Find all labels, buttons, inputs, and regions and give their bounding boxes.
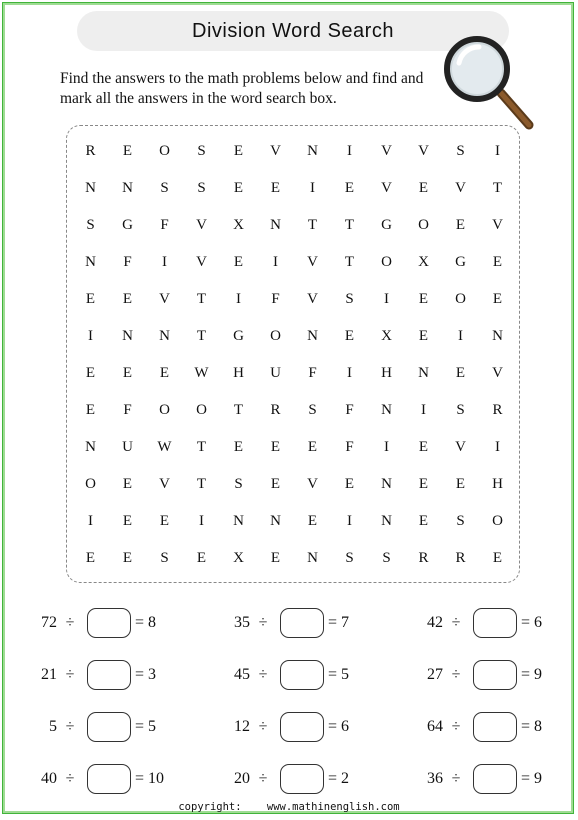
quotient: 9 bbox=[534, 770, 543, 787]
grid-letter[interactable]: R bbox=[455, 550, 466, 566]
quotient: 8 bbox=[148, 614, 157, 631]
grid-letter[interactable]: H bbox=[381, 365, 392, 381]
grid-letter[interactable]: E bbox=[307, 513, 318, 529]
grid-letter[interactable]: E bbox=[418, 513, 429, 529]
grid-letter[interactable]: G bbox=[233, 328, 244, 344]
grid-letter[interactable]: O bbox=[196, 402, 207, 418]
grid-letter[interactable]: E bbox=[418, 328, 429, 344]
grid-letter[interactable]: T bbox=[344, 254, 355, 270]
grid-letter[interactable]: E bbox=[122, 365, 133, 381]
division-problem bbox=[401, 606, 542, 640]
grid-letter[interactable]: F bbox=[160, 217, 169, 233]
answer-box[interactable] bbox=[473, 608, 517, 638]
grid-letter[interactable]: S bbox=[456, 513, 465, 529]
grid-letter[interactable]: E bbox=[122, 476, 133, 492]
grid-letter[interactable]: G bbox=[455, 254, 466, 270]
quotient: 6 bbox=[341, 718, 350, 735]
divide-sign: ÷ bbox=[258, 614, 268, 631]
grid-letter[interactable]: N bbox=[381, 476, 392, 492]
grid-letter[interactable]: S bbox=[197, 143, 206, 159]
grid-letter[interactable]: R bbox=[492, 402, 503, 418]
grid-letter[interactable]: X bbox=[233, 550, 244, 566]
grid-letter[interactable]: O bbox=[85, 476, 96, 492]
grid-letter[interactable]: I bbox=[199, 513, 204, 529]
equals-sign: = bbox=[328, 614, 338, 631]
grid-letter[interactable]: V bbox=[381, 180, 392, 196]
equals-sign: = bbox=[328, 770, 338, 787]
grid-letter[interactable]: T bbox=[307, 217, 318, 233]
grid-letter[interactable]: X bbox=[233, 217, 244, 233]
quotient: 3 bbox=[148, 666, 157, 683]
grid-letter[interactable]: I bbox=[347, 365, 352, 381]
dividend: 20 bbox=[234, 770, 250, 787]
grid-letter[interactable]: O bbox=[270, 328, 281, 344]
grid-letter[interactable]: V bbox=[455, 439, 466, 455]
grid-letter[interactable]: T bbox=[196, 291, 207, 307]
grid-letter[interactable]: S bbox=[160, 180, 169, 196]
grid-letter[interactable]: E bbox=[270, 476, 281, 492]
grid-letter[interactable]: I bbox=[347, 513, 352, 529]
divide-sign: ÷ bbox=[451, 718, 461, 735]
grid-letter[interactable]: X bbox=[418, 254, 429, 270]
grid-letter[interactable]: T bbox=[233, 402, 244, 418]
grid-letter[interactable]: O bbox=[381, 254, 392, 270]
grid-letter[interactable]: V bbox=[307, 254, 318, 270]
divide-sign: ÷ bbox=[258, 718, 268, 735]
grid-letter[interactable]: N bbox=[307, 328, 318, 344]
answer-box[interactable] bbox=[87, 764, 131, 794]
grid-letter[interactable]: T bbox=[196, 328, 207, 344]
grid-letter[interactable]: F bbox=[345, 439, 354, 455]
grid-letter[interactable]: I bbox=[495, 439, 500, 455]
grid-letter[interactable]: V bbox=[159, 291, 170, 307]
grid-letter[interactable]: N bbox=[418, 365, 429, 381]
grid-letter[interactable]: F bbox=[271, 291, 280, 307]
division-problem bbox=[15, 710, 156, 744]
page-title: Division Word Search bbox=[77, 11, 509, 51]
grid-letter[interactable]: E bbox=[492, 254, 503, 270]
grid-letter[interactable]: T bbox=[344, 217, 355, 233]
quotient: 7 bbox=[341, 614, 350, 631]
dividend: 12 bbox=[234, 718, 250, 735]
grid-letter[interactable]: S bbox=[308, 402, 317, 418]
equals-sign: = bbox=[328, 666, 338, 683]
grid-letter[interactable]: V bbox=[492, 217, 503, 233]
division-problem bbox=[15, 762, 164, 796]
dividend: 45 bbox=[234, 666, 250, 683]
grid-letter[interactable]: O bbox=[492, 513, 503, 529]
grid-letter[interactable]: V bbox=[270, 143, 281, 159]
grid-letter[interactable]: E bbox=[233, 254, 244, 270]
grid-letter[interactable]: N bbox=[122, 328, 133, 344]
grid-letter[interactable]: N bbox=[85, 254, 96, 270]
grid-letter[interactable]: E bbox=[159, 365, 170, 381]
grid-letter[interactable]: V bbox=[418, 143, 429, 159]
quotient: 10 bbox=[148, 770, 165, 787]
answer-box[interactable] bbox=[473, 712, 517, 742]
magnifying-glass-icon bbox=[443, 33, 535, 133]
answer-box[interactable] bbox=[280, 712, 324, 742]
grid-letter[interactable]: E bbox=[122, 291, 133, 307]
grid-letter[interactable]: T bbox=[196, 476, 207, 492]
grid-letter[interactable]: N bbox=[270, 513, 281, 529]
grid-letter[interactable]: N bbox=[270, 217, 281, 233]
equals-sign: = bbox=[521, 718, 531, 735]
dividend: 35 bbox=[234, 614, 250, 631]
grid-letter[interactable]: E bbox=[122, 513, 133, 529]
grid-letter[interactable]: E bbox=[85, 365, 96, 381]
grid-letter[interactable]: I bbox=[162, 254, 167, 270]
grid-letter[interactable]: E bbox=[492, 291, 503, 307]
grid-letter[interactable]: I bbox=[495, 143, 500, 159]
answer-box[interactable] bbox=[87, 660, 131, 690]
answer-box[interactable] bbox=[473, 660, 517, 690]
grid-letter[interactable]: U bbox=[122, 439, 133, 455]
grid-letter[interactable]: E bbox=[344, 476, 355, 492]
quotient: 5 bbox=[148, 718, 157, 735]
grid-letter[interactable]: I bbox=[384, 291, 389, 307]
division-problem bbox=[15, 606, 156, 640]
division-problem bbox=[401, 658, 542, 692]
dividend: 64 bbox=[427, 718, 443, 735]
grid-letter[interactable]: S bbox=[382, 550, 391, 566]
answer-box[interactable] bbox=[87, 608, 131, 638]
grid-letter[interactable]: V bbox=[492, 365, 503, 381]
grid-letter[interactable]: R bbox=[270, 402, 281, 418]
grid-letter[interactable]: G bbox=[122, 217, 133, 233]
grid-letter[interactable]: E bbox=[455, 476, 466, 492]
grid-letter[interactable]: E bbox=[233, 143, 244, 159]
copyright-footer bbox=[3, 801, 575, 813]
grid-letter[interactable]: V bbox=[196, 217, 207, 233]
grid-letter[interactable]: N bbox=[381, 402, 392, 418]
divide-sign: ÷ bbox=[451, 770, 461, 787]
equals-sign: = bbox=[135, 614, 145, 631]
grid-letter[interactable]: O bbox=[159, 143, 170, 159]
answer-box[interactable] bbox=[280, 660, 324, 690]
equals-sign: = bbox=[135, 718, 145, 735]
answer-box[interactable] bbox=[280, 608, 324, 638]
grid-letter[interactable]: N bbox=[233, 513, 244, 529]
grid-letter[interactable]: I bbox=[384, 439, 389, 455]
grid-letter[interactable]: R bbox=[418, 550, 429, 566]
grid-letter[interactable]: E bbox=[418, 476, 429, 492]
divide-sign: ÷ bbox=[65, 718, 75, 735]
grid-letter[interactable]: S bbox=[197, 180, 206, 196]
grid-letter[interactable]: G bbox=[381, 217, 392, 233]
grid-letter[interactable]: U bbox=[270, 365, 281, 381]
equals-sign: = bbox=[328, 718, 338, 735]
grid-letter[interactable]: T bbox=[196, 439, 207, 455]
equals-sign: = bbox=[135, 666, 145, 683]
grid-letter[interactable]: X bbox=[381, 328, 392, 344]
equals-sign: = bbox=[135, 770, 145, 787]
grid-letter[interactable]: N bbox=[85, 439, 96, 455]
quotient: 9 bbox=[534, 666, 543, 683]
grid-letter[interactable]: E bbox=[418, 291, 429, 307]
grid-letter[interactable]: V bbox=[455, 180, 466, 196]
grid-letter[interactable]: V bbox=[196, 254, 207, 270]
grid-letter[interactable]: N bbox=[122, 180, 133, 196]
grid-letter[interactable]: N bbox=[307, 143, 318, 159]
grid-letter[interactable]: F bbox=[123, 402, 132, 418]
division-problem bbox=[401, 762, 542, 796]
grid-letter[interactable]: E bbox=[85, 402, 96, 418]
quotient: 8 bbox=[534, 718, 543, 735]
instructions-text: Find the answers to the math problems below and find and mark all the answers in the word search box. bbox=[60, 70, 424, 107]
grid-letter[interactable]: I bbox=[347, 143, 352, 159]
grid-letter[interactable]: E bbox=[233, 439, 244, 455]
grid-letter[interactable]: V bbox=[307, 476, 318, 492]
dividend: 72 bbox=[41, 614, 57, 631]
answer-box[interactable] bbox=[87, 712, 131, 742]
division-problem bbox=[208, 710, 349, 744]
grid-letter[interactable]: N bbox=[159, 328, 170, 344]
divide-sign: ÷ bbox=[451, 666, 461, 683]
dividend: 40 bbox=[41, 770, 57, 787]
dividend: 27 bbox=[427, 666, 443, 683]
grid-letter[interactable]: H bbox=[233, 365, 244, 381]
grid-letter[interactable]: E bbox=[233, 180, 244, 196]
grid-letter[interactable]: E bbox=[270, 550, 281, 566]
grid-letter[interactable]: V bbox=[381, 143, 392, 159]
grid-letter[interactable]: S bbox=[86, 217, 95, 233]
grid-letter[interactable]: O bbox=[159, 402, 170, 418]
grid-letter[interactable]: E bbox=[344, 328, 355, 344]
divide-sign: ÷ bbox=[65, 666, 75, 683]
grid-letter[interactable]: N bbox=[85, 180, 96, 196]
grid-letter[interactable]: S bbox=[345, 550, 354, 566]
grid-letter[interactable]: W bbox=[157, 439, 172, 455]
worksheet-page bbox=[2, 2, 574, 814]
grid-letter[interactable]: S bbox=[234, 476, 243, 492]
division-problem bbox=[208, 658, 349, 692]
grid-letter[interactable]: H bbox=[492, 476, 503, 492]
copyright-label: copyright: bbox=[178, 801, 242, 813]
grid-letter[interactable]: E bbox=[455, 365, 466, 381]
dividend: 5 bbox=[49, 718, 57, 735]
equals-sign: = bbox=[521, 666, 531, 683]
copyright-site: www.mathinenglish.com bbox=[266, 801, 400, 813]
division-problem bbox=[208, 606, 349, 640]
grid-letter[interactable]: F bbox=[345, 402, 354, 418]
quotient: 5 bbox=[341, 666, 350, 683]
grid-letter[interactable]: T bbox=[492, 180, 503, 196]
grid-letter[interactable]: S bbox=[160, 550, 169, 566]
grid-letter[interactable]: S bbox=[456, 143, 465, 159]
grid-letter[interactable]: I bbox=[273, 254, 278, 270]
grid-letter[interactable]: F bbox=[123, 254, 132, 270]
grid-letter[interactable]: E bbox=[307, 439, 318, 455]
grid-letter[interactable]: E bbox=[85, 291, 96, 307]
grid-letter[interactable]: W bbox=[194, 365, 209, 381]
divide-sign: ÷ bbox=[451, 614, 461, 631]
grid-letter[interactable]: E bbox=[122, 143, 133, 159]
grid-letter[interactable]: S bbox=[345, 291, 354, 307]
division-problem bbox=[208, 762, 349, 796]
grid-letter[interactable]: O bbox=[418, 217, 429, 233]
grid-letter[interactable]: N bbox=[492, 328, 503, 344]
division-problem bbox=[401, 710, 542, 744]
grid-letter[interactable]: I bbox=[421, 402, 426, 418]
divide-sign: ÷ bbox=[65, 770, 75, 787]
grid-letter[interactable]: E bbox=[270, 439, 281, 455]
quotient: 6 bbox=[534, 614, 543, 631]
grid-letter[interactable]: I bbox=[310, 180, 315, 196]
grid-letter[interactable]: F bbox=[308, 365, 317, 381]
divide-sign: ÷ bbox=[258, 666, 268, 683]
divide-sign: ÷ bbox=[65, 614, 75, 631]
word-search-grid bbox=[72, 139, 516, 583]
equals-sign: = bbox=[521, 770, 531, 787]
grid-letter[interactable]: S bbox=[456, 402, 465, 418]
grid-letter[interactable]: E bbox=[455, 217, 466, 233]
grid-letter[interactable]: E bbox=[492, 550, 503, 566]
answer-box[interactable] bbox=[473, 764, 517, 794]
divide-sign: ÷ bbox=[258, 770, 268, 787]
division-problem bbox=[15, 658, 156, 692]
dividend: 21 bbox=[41, 666, 57, 683]
grid-letter[interactable]: E bbox=[270, 180, 281, 196]
answer-box[interactable] bbox=[280, 764, 324, 794]
dividend: 36 bbox=[427, 770, 443, 787]
grid-letter[interactable]: E bbox=[85, 550, 96, 566]
quotient: 2 bbox=[341, 770, 350, 787]
grid-letter[interactable]: R bbox=[85, 143, 96, 159]
grid-letter[interactable]: E bbox=[418, 439, 429, 455]
dividend: 42 bbox=[427, 614, 443, 631]
grid-letter[interactable]: I bbox=[458, 328, 463, 344]
grid-letter[interactable]: V bbox=[159, 476, 170, 492]
grid-letter[interactable]: I bbox=[88, 328, 93, 344]
grid-letter[interactable]: E bbox=[418, 180, 429, 196]
grid-letter[interactable]: E bbox=[344, 180, 355, 196]
grid-letter[interactable]: N bbox=[381, 513, 392, 529]
grid-letter[interactable]: N bbox=[307, 550, 318, 566]
grid-letter[interactable]: E bbox=[122, 550, 133, 566]
grid-letter[interactable]: O bbox=[455, 291, 466, 307]
grid-letter[interactable]: I bbox=[236, 291, 241, 307]
grid-letter[interactable]: V bbox=[307, 291, 318, 307]
grid-letter[interactable]: I bbox=[88, 513, 93, 529]
grid-letter[interactable]: E bbox=[196, 550, 207, 566]
equals-sign: = bbox=[521, 614, 531, 631]
grid-letter[interactable]: E bbox=[159, 513, 170, 529]
